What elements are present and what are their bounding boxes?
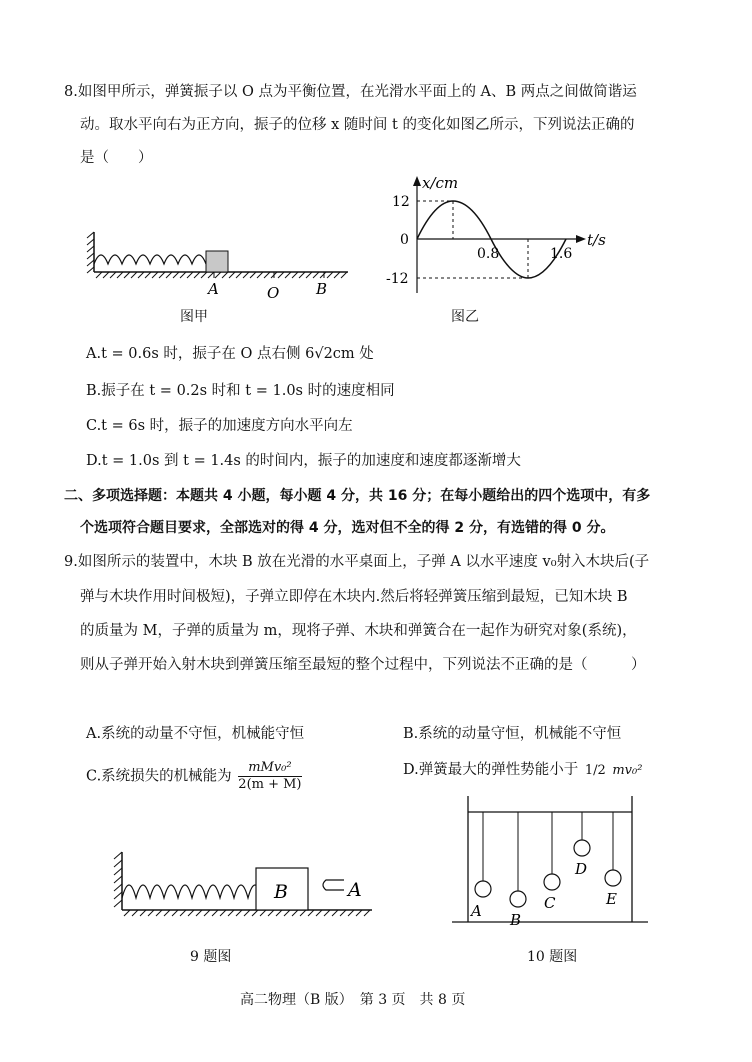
ground-hatch-line bbox=[364, 910, 370, 916]
q9-stem-line-3: 的质量为 M，子弹的质量为 m，现将子弹、木块和弹簧合在一起作为研究对象(系统)， bbox=[80, 623, 637, 639]
ground-hatch-line bbox=[260, 910, 266, 916]
ground-hatch-line bbox=[138, 272, 144, 278]
ground-hatch-line bbox=[117, 272, 123, 278]
ground-hatch-line bbox=[324, 910, 330, 916]
q9-option-d-fraction: 1/2 bbox=[584, 763, 606, 778]
ground-hatch-line bbox=[308, 910, 314, 916]
ground-hatch-line bbox=[215, 272, 221, 278]
ground-hatch-line bbox=[201, 272, 207, 278]
ground-hatch-line bbox=[341, 272, 347, 278]
ground-hatch-line bbox=[208, 272, 214, 278]
ground-hatch-line bbox=[340, 910, 346, 916]
ground-hatch-line bbox=[180, 910, 186, 916]
ground-hatch-line bbox=[166, 272, 172, 278]
fig-jia-label-o: O bbox=[267, 284, 280, 302]
ground-hatch-line bbox=[306, 272, 312, 278]
ground-hatch-line bbox=[229, 272, 235, 278]
ground-hatch-line bbox=[132, 910, 138, 916]
ground-hatch-line bbox=[313, 272, 319, 278]
ground-hatch-line bbox=[188, 910, 194, 916]
ground-hatch-line bbox=[194, 272, 200, 278]
ground-hatch-line bbox=[356, 910, 362, 916]
ground-hatch-line bbox=[180, 272, 186, 278]
ground-hatch-line bbox=[156, 910, 162, 916]
q8-option-c: C.t = 6s 时，振子的加速度方向水平向左 bbox=[86, 418, 353, 434]
q8-stem-line-3: 是（ ） bbox=[80, 150, 153, 166]
ground-hatch-line bbox=[110, 272, 116, 278]
q9-option-c-prefix: C.系统损失的机械能为 bbox=[86, 768, 232, 785]
ground-hatch-line bbox=[243, 272, 249, 278]
ground-hatch-line bbox=[148, 910, 154, 916]
q9-stem-line-4: 则从子弹开始入射木块到弹簧压缩至最短的整个过程中，下列说法不正确的是（ ） bbox=[80, 657, 646, 673]
q9-option-b: B.系统的动量守恒，机械能不守恒 bbox=[403, 726, 622, 742]
q10-fig-label-e: E bbox=[606, 890, 617, 908]
section-2-heading-line-1: 二、多项选择题：本题共 4 小题，每小题 4 分，共 16 分；在每小题给出的四个选项中，有多 bbox=[64, 488, 651, 504]
ground-hatch-line bbox=[103, 272, 109, 278]
q10-fig-label-d: D bbox=[575, 860, 588, 878]
q9-stem-line-2: 弹与木块作用时间极短)，子弹立即停在木块内.然后将轻弹簧压缩到最短，已知木块 B bbox=[80, 589, 628, 605]
ground-hatch-line bbox=[131, 272, 137, 278]
ground-hatch-line bbox=[124, 910, 130, 916]
fig-yi-tick-neg12: -12 bbox=[386, 271, 409, 287]
ground-hatch-line bbox=[152, 272, 158, 278]
fig-yi-tick-0: 0 bbox=[400, 232, 409, 248]
fig-yi-x-axis-label: t/s bbox=[587, 231, 606, 249]
q8-figure-yi bbox=[380, 168, 620, 298]
q10-figure bbox=[448, 794, 648, 934]
q9-fig-label-a: A bbox=[348, 879, 362, 901]
ground-hatch-line bbox=[320, 272, 326, 278]
ground-hatch-line bbox=[257, 272, 263, 278]
ground-hatch-line bbox=[172, 910, 178, 916]
q9-option-d-prefix: D.弹簧最大的弹性势能小于 bbox=[403, 762, 579, 778]
ground-hatch-line bbox=[96, 272, 102, 278]
q8-option-a: A.t = 0.6s 时，振子在 O 点右侧 6√2cm 处 bbox=[86, 346, 374, 362]
ground-hatch-line bbox=[285, 272, 291, 278]
ground-hatch-line bbox=[299, 272, 305, 278]
q9-option-a: A.系统的动量不守恒，机械能守恒 bbox=[86, 726, 305, 742]
q8-stem-line-1: 8.如图甲所示，弹簧振子以 O 点为平衡位置，在光滑水平面上的 A、B 两点之间做简谐运 bbox=[64, 84, 637, 100]
q10-fig-label-a: A bbox=[471, 902, 482, 920]
ground-hatch-line bbox=[292, 272, 298, 278]
q9-fig-label-b: B bbox=[274, 881, 288, 903]
ground-hatch-line bbox=[145, 272, 151, 278]
section-2-heading-line-2: 个选项符合题目要求，全部选对的得 4 分，选对但不全的得 2 分，有选错的得 0 分。 bbox=[80, 520, 615, 536]
ground-hatch-line bbox=[252, 910, 258, 916]
fig-jia-label-a: A bbox=[208, 280, 219, 298]
q9-option-c-fraction bbox=[238, 760, 301, 793]
q10-figure-caption: 10 题图 bbox=[527, 949, 578, 965]
ground-hatch-line bbox=[159, 272, 165, 278]
fig-yi-caption: 图乙 bbox=[451, 309, 479, 325]
q8-option-b: B.振子在 t = 0.2s 时和 t = 1.0s 时的速度相同 bbox=[86, 383, 395, 399]
fig-jia-caption: 图甲 bbox=[180, 309, 208, 325]
ground-hatch-line bbox=[292, 910, 298, 916]
ground-hatch-line bbox=[196, 910, 202, 916]
q9-option-c-denominator: 2(m + M) bbox=[238, 777, 302, 792]
ground-hatch-line bbox=[264, 272, 270, 278]
ground-hatch-line bbox=[140, 910, 146, 916]
q9-option-d bbox=[403, 760, 642, 781]
ground-hatch-line bbox=[164, 910, 170, 916]
ground-hatch-line bbox=[250, 272, 256, 278]
ground-hatch-line bbox=[276, 910, 282, 916]
page-footer: 高二物理（B 版） 第 3 页 共 8 页 bbox=[240, 992, 466, 1008]
fig-yi-tick-0-8: 0.8 bbox=[477, 246, 500, 262]
q8-stem-line-2: 动。取水平向右为正方向，振子的位移 x 随时间 t 的变化如图乙所示，下列说法正确的 bbox=[80, 117, 635, 133]
ground-hatch-line bbox=[327, 272, 333, 278]
ground-hatch-line bbox=[348, 910, 354, 916]
ground-hatch-line bbox=[236, 272, 242, 278]
q9-option-c-numerator: mMv₀² bbox=[238, 760, 301, 777]
ground-hatch-line bbox=[228, 910, 234, 916]
ground-hatch-line bbox=[220, 910, 226, 916]
ground-hatch-line bbox=[173, 272, 179, 278]
ground-hatch-line bbox=[278, 272, 284, 278]
ground-hatch-line bbox=[236, 910, 242, 916]
q8-figure-jia bbox=[86, 228, 356, 308]
ground-hatch-line bbox=[204, 910, 210, 916]
ground-hatch-line bbox=[334, 272, 340, 278]
fig-yi-y-axis-label: x/cm bbox=[422, 174, 459, 192]
q9-option-c bbox=[86, 760, 302, 793]
q9-stem-line-1: 9.如图所示的装置中，木块 B 放在光滑的水平桌面上，子弹 A 以水平速度 v₀射入木块后(子 bbox=[64, 554, 650, 570]
fig-jia-label-b: B bbox=[316, 280, 328, 298]
q9-figure bbox=[104, 848, 394, 918]
ground-hatch-line bbox=[124, 272, 130, 278]
q9-option-d-suffix: mv₀² bbox=[612, 763, 643, 778]
ground-hatch-line bbox=[268, 910, 274, 916]
ground-hatch-line bbox=[222, 272, 228, 278]
ground-hatch-line bbox=[316, 910, 322, 916]
ground-hatch-line bbox=[332, 910, 338, 916]
ground-hatch-line bbox=[212, 910, 218, 916]
fig-yi-tick-12: 12 bbox=[392, 194, 410, 210]
q10-fig-label-b: B bbox=[510, 911, 522, 929]
ground-hatch-line bbox=[284, 910, 290, 916]
fig-yi-tick-1-6: 1.6 bbox=[550, 246, 573, 262]
q8-option-d: D.t = 1.0s 到 t = 1.4s 的时间内，振子的加速度和速度都逐渐增大 bbox=[86, 453, 521, 469]
q10-fig-label-c: C bbox=[544, 894, 556, 912]
ground-hatch-line bbox=[187, 272, 193, 278]
q9-figure-caption: 9 题图 bbox=[190, 949, 232, 965]
ground-hatch-line bbox=[300, 910, 306, 916]
ground-hatch-line bbox=[244, 910, 250, 916]
